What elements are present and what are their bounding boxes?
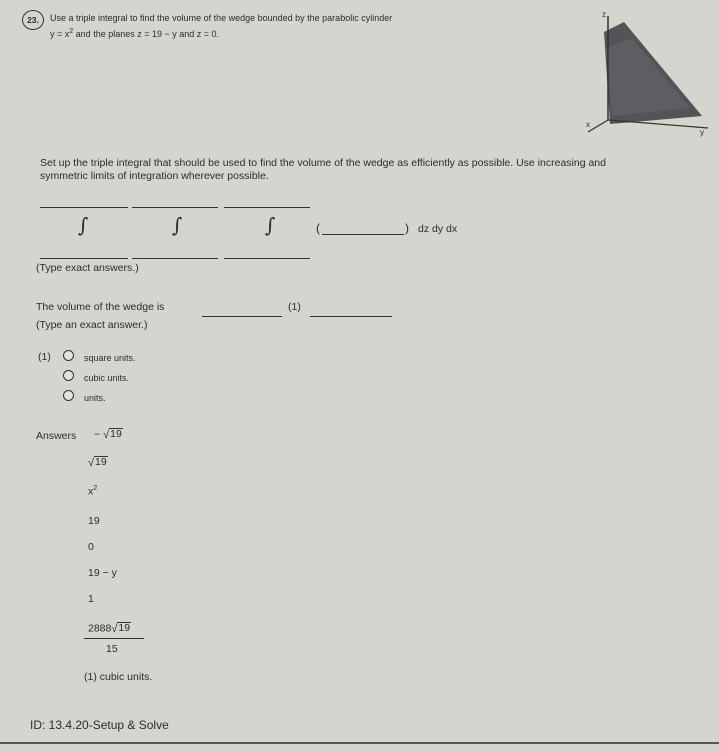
sqrt-symbol: √ 19 (111, 622, 131, 635)
option-cubic-units: cubic units. (84, 373, 130, 383)
question-text-line2 (50, 28, 219, 39)
volume-unit-input[interactable] (310, 316, 392, 317)
equation-exponent: 2 (69, 28, 74, 35)
y-axis-label: y (700, 128, 704, 137)
answer-x-squared (88, 485, 97, 498)
z-axis-label: z (602, 10, 606, 19)
wedge-figure (572, 8, 712, 138)
answer-neg-radicand: 19 (110, 428, 122, 440)
answer-1: 1 (88, 593, 94, 605)
answer-neg-sqrt (94, 428, 123, 441)
footer-divider (0, 742, 719, 744)
outer-upper-limit-input[interactable] (40, 207, 128, 208)
answers-label: Answers (36, 430, 77, 442)
middle-lower-limit-input[interactable] (132, 258, 218, 259)
answer-19: 19 (88, 515, 100, 527)
middle-upper-limit-input[interactable] (132, 207, 218, 208)
differentials: dz dy dx (418, 223, 458, 235)
volume-label: The volume of the wedge is (36, 301, 165, 313)
inner-upper-limit-input[interactable] (224, 207, 310, 208)
option-units: units. (84, 393, 106, 403)
answer-0: 0 (88, 541, 94, 553)
integrand-input[interactable] (322, 234, 404, 235)
outer-integral-sign: ∫ (78, 213, 89, 237)
problem-id: ID: 13.4.20-Setup & Solve (30, 718, 169, 732)
x-axis (588, 120, 608, 132)
units-choice-marker: (1) (38, 351, 51, 363)
integral-hint: (Type exact answers.) (36, 262, 139, 274)
sqrt-symbol: √ 19 (88, 456, 107, 469)
radio-units[interactable] (63, 390, 74, 401)
wedge-highlight (606, 38, 690, 116)
integrand-open-paren: ( (316, 221, 320, 235)
numerator-coefficient: 2888 (88, 622, 112, 635)
answer-neg-sign: − (94, 428, 101, 441)
option-square-units: square units. (84, 353, 136, 363)
question-text-line1: Use a triple integral to find the volume of the wedge bounded by the parabolic cylinder (50, 13, 393, 23)
answer-x-exponent: 2 (93, 485, 98, 492)
integrand-close-paren: ) (405, 221, 409, 235)
inner-lower-limit-input[interactable] (224, 258, 310, 259)
answer-sqrt (88, 456, 108, 469)
numerator-radicand: 19 (118, 622, 131, 634)
y-axis (608, 120, 708, 128)
volume-unit-marker: (1) (288, 301, 301, 313)
answer-19-minus-y: 19 − y (88, 567, 117, 579)
radio-square-units[interactable] (63, 350, 74, 361)
answer-fraction-numerator (88, 622, 131, 635)
question-number: 23. (22, 10, 44, 30)
inner-integral-sign: ∫ (265, 213, 276, 237)
answer-fraction-bar (84, 638, 144, 639)
answer-x-base: x (88, 485, 94, 498)
equation-planes: and the planes z = 19 − y and z = 0. (73, 29, 220, 39)
answer-fraction-denominator: 15 (106, 643, 118, 655)
sqrt-symbol: √ 19 (103, 428, 122, 441)
x-axis-label: x (586, 120, 590, 129)
answer-sqrt-radicand: 19 (95, 456, 107, 468)
instructions-line1: Set up the triple integral that should be used to find the volume of the wedge as efficiently as possible. Use increasing and (40, 157, 606, 169)
answer-units: (1) cubic units. (84, 671, 153, 683)
volume-input[interactable] (202, 316, 282, 317)
outer-lower-limit-input[interactable] (40, 258, 128, 259)
instructions-line2: symmetric limits of integration wherever possible. (40, 170, 269, 182)
equation-cylinder: y = x (50, 29, 70, 39)
radio-cubic-units[interactable] (63, 370, 74, 381)
volume-hint: (Type an exact answer.) (36, 319, 148, 331)
wedge-diagram (572, 8, 712, 138)
middle-integral-sign: ∫ (172, 213, 183, 237)
